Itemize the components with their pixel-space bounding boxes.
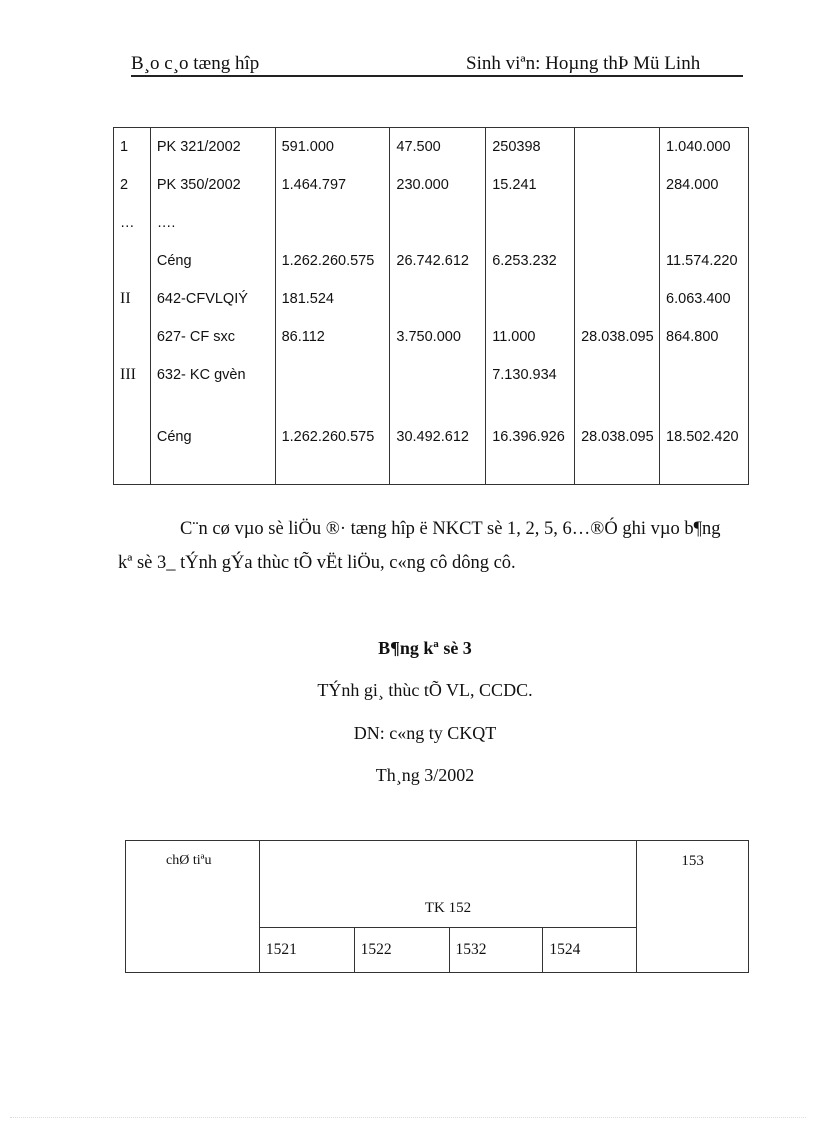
student-name: Sinh viªn: Hoµng thÞ Mü Linh	[466, 53, 701, 74]
table-cell: 1.262.260.575	[275, 418, 390, 456]
table-cell: Céng	[150, 242, 275, 280]
sub-header: 1524	[543, 928, 637, 973]
table-cell	[575, 280, 660, 318]
table-cell	[114, 318, 151, 356]
sub-header: 1521	[259, 928, 354, 973]
table-cell: …	[114, 204, 151, 242]
table-cell: Céng	[150, 418, 275, 456]
table-cell	[275, 204, 390, 242]
table-cell	[660, 204, 749, 242]
table-cell: 28.038.095	[575, 418, 660, 456]
form-title: B¶ng kª sè 3	[378, 638, 472, 658]
table-cell	[390, 204, 486, 242]
summary-table	[125, 840, 749, 973]
table-cell	[575, 166, 660, 204]
table-row	[114, 418, 749, 456]
table-cell	[575, 356, 660, 394]
table-cell: 15.241	[486, 166, 575, 204]
form-subtitle: TÝnh gi¸ thùc tÕ VL, CCDC.	[317, 680, 533, 700]
table-cell	[486, 456, 575, 485]
table-cell: 1.262.260.575	[275, 242, 390, 280]
table-cell: 230.000	[390, 166, 486, 204]
sub-header: 1532	[449, 928, 543, 973]
table-cell: 591.000	[275, 128, 390, 167]
table-cell: 181.524	[275, 280, 390, 318]
table-cell	[390, 394, 486, 418]
table-row	[114, 356, 749, 394]
table-row	[114, 456, 749, 485]
table-cell: 3.750.000	[390, 318, 486, 356]
table-row	[114, 204, 749, 242]
company-line: DN: c«ng ty CKQT	[353, 723, 497, 743]
table-cell	[575, 242, 660, 280]
table-row	[114, 280, 749, 318]
table-cell: II	[114, 280, 151, 318]
table-cell: 30.492.612	[390, 418, 486, 456]
table-row	[114, 394, 749, 418]
table-cell: 1.464.797	[275, 166, 390, 204]
body-paragraph	[118, 512, 748, 580]
table-cell: 284.000	[660, 166, 749, 204]
table-cell	[114, 242, 151, 280]
table-cell: 250398	[486, 128, 575, 167]
table-cell: 28.038.095	[575, 318, 660, 356]
table-cell	[486, 280, 575, 318]
table-cell	[575, 204, 660, 242]
sub-header: 1522	[354, 928, 449, 973]
table-cell	[114, 456, 151, 485]
period-line: Th¸ng 3/2002	[375, 765, 475, 785]
table-cell	[114, 394, 151, 418]
table-cell: 6.063.400	[660, 280, 749, 318]
table-cell: 11.000	[486, 318, 575, 356]
table-cell	[575, 394, 660, 418]
table-row	[126, 841, 749, 928]
table-cell	[660, 394, 749, 418]
table-cell: 18.502.420	[660, 418, 749, 456]
paragraph-line-1: C¨n cø vµo sè liÖu ®· tæng hîp ë NKCT sè 1, 2, 5, 6…®Ó ghi vµo b¶ng	[180, 519, 721, 539]
table-cell: 47.500	[390, 128, 486, 167]
paragraph-line	[118, 512, 748, 546]
table-cell	[114, 418, 151, 456]
table-row	[114, 166, 749, 204]
table-cell: PK 350/2002	[150, 166, 275, 204]
paragraph-line: kª sè 3_ tÝnh gÝa thùc tÕ vËt liÖu, c«ng cô dông cô.	[118, 553, 516, 573]
table-cell	[486, 204, 575, 242]
header-rule	[131, 75, 743, 77]
ledger-table	[113, 127, 749, 485]
table-cell	[575, 128, 660, 167]
table-cell: 26.742.612	[390, 242, 486, 280]
table-cell: 6.253.232	[486, 242, 575, 280]
table-cell	[575, 456, 660, 485]
table-cell: 642-CFVLQIÝ	[150, 280, 275, 318]
table-cell: 1.040.000	[660, 128, 749, 167]
table-cell: ….	[150, 204, 275, 242]
table-cell	[390, 456, 486, 485]
table-cell: 864.800	[660, 318, 749, 356]
tk153-header: 153	[637, 841, 749, 973]
table-cell: 86.112	[275, 318, 390, 356]
table-cell	[275, 356, 390, 394]
table-cell	[390, 280, 486, 318]
table-cell: 11.574.220	[660, 242, 749, 280]
table-cell	[486, 394, 575, 418]
table-row	[114, 128, 749, 167]
table-row	[114, 318, 749, 356]
tk152-header: TK 152	[259, 841, 636, 928]
table-cell: 1	[114, 128, 151, 167]
table-cell: 7.130.934	[486, 356, 575, 394]
table-cell	[150, 394, 275, 418]
table-cell	[150, 456, 275, 485]
report-title: B¸o c¸o tæng hîp	[131, 53, 260, 74]
table-row	[114, 242, 749, 280]
table-cell	[660, 456, 749, 485]
table-cell	[275, 456, 390, 485]
table-cell	[390, 356, 486, 394]
table-cell	[275, 394, 390, 418]
page-edge-line	[10, 1117, 806, 1118]
table-cell: 2	[114, 166, 151, 204]
table-cell	[660, 356, 749, 394]
table-cell: 627- CF sxc	[150, 318, 275, 356]
table-cell: PK 321/2002	[150, 128, 275, 167]
table-cell: 16.396.926	[486, 418, 575, 456]
criteria-header: chØ tiªu	[126, 841, 260, 973]
table-cell: III	[114, 356, 151, 394]
table-cell: 632- KC gvèn	[150, 356, 275, 394]
